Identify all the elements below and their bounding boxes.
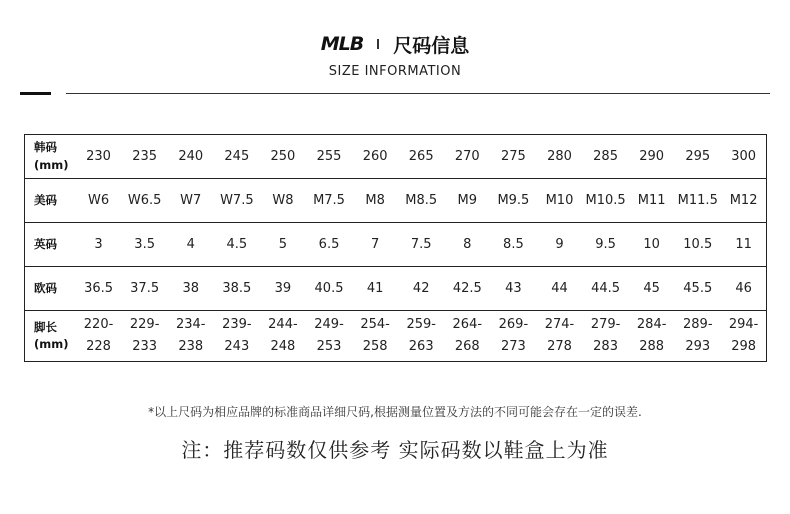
size-cell-line: 288 xyxy=(639,339,665,354)
recommendation-note: 注：推荐码数仅供参考 实际码数以鞋盒上为准 xyxy=(181,438,609,462)
size-cell: 44.5 xyxy=(583,267,629,311)
size-cell xyxy=(629,311,675,362)
size-cell-line: 234- xyxy=(175,316,206,332)
size-cell-line: 238 xyxy=(178,339,204,354)
size-cell: 275 xyxy=(490,135,536,179)
size-cell: 245 xyxy=(214,135,260,179)
size-cell: 3.5 xyxy=(122,223,168,267)
size-cell-line: 294- xyxy=(728,316,759,332)
korean-size-row xyxy=(25,135,767,179)
title-row xyxy=(0,30,790,58)
size-cell: 44 xyxy=(536,267,582,311)
size-cell: 295 xyxy=(675,135,721,179)
size-cell xyxy=(398,311,444,362)
size-cell: 4.5 xyxy=(214,223,260,267)
size-cell: M11.5 xyxy=(675,179,721,223)
size-cell xyxy=(168,311,214,362)
size-cell-line: 239- xyxy=(222,316,252,332)
size-cell: M9 xyxy=(444,179,490,223)
size-cell: 38.5 xyxy=(214,267,260,311)
size-cell xyxy=(721,311,767,362)
size-cell: 3 xyxy=(76,223,122,267)
header xyxy=(0,30,790,79)
brand-logo: MLB xyxy=(320,33,364,55)
size-cell: 41 xyxy=(352,267,398,311)
size-cell: W8 xyxy=(260,179,306,223)
size-cell xyxy=(675,311,721,362)
size-cell-line: 269- xyxy=(498,316,529,332)
size-cell-line: 284- xyxy=(636,316,667,332)
row-label xyxy=(25,267,76,311)
size-cell: 260 xyxy=(352,135,398,179)
row-label xyxy=(25,311,76,362)
size-cell-line: 258 xyxy=(362,339,388,354)
size-table xyxy=(24,134,767,362)
size-cell: 38 xyxy=(168,267,214,311)
size-cell: M11 xyxy=(629,179,675,223)
size-cell: W7 xyxy=(168,179,214,223)
foot-length-row xyxy=(25,311,767,362)
size-cell: M10 xyxy=(536,179,582,223)
size-cell-line: 228 xyxy=(86,339,111,354)
size-cell: 265 xyxy=(398,135,444,179)
size-cell: 230 xyxy=(76,135,122,179)
size-cell: M7.5 xyxy=(306,179,352,223)
size-cell: 45 xyxy=(629,267,675,311)
size-cell: 45.5 xyxy=(675,267,721,311)
title-separator xyxy=(377,39,379,49)
size-cell-line: 273 xyxy=(500,339,526,354)
size-cell: M8 xyxy=(352,179,398,223)
size-cell-line: 259- xyxy=(406,316,436,332)
size-cell xyxy=(444,311,490,362)
size-cell: 42.5 xyxy=(444,267,490,311)
page-subtitle: SIZE INFORMATION xyxy=(328,64,462,79)
size-cell: W6.5 xyxy=(122,179,168,223)
size-cell: 9.5 xyxy=(583,223,629,267)
row-label xyxy=(25,179,76,223)
size-cell-line: 249- xyxy=(314,316,344,332)
row-label xyxy=(25,223,76,267)
row-label-line: 脚长 xyxy=(34,319,57,334)
size-cell: 36.5 xyxy=(76,267,122,311)
size-cell-line: 253 xyxy=(316,339,342,354)
size-cell: 8.5 xyxy=(490,223,536,267)
size-cell-line: 229- xyxy=(129,316,160,332)
size-cell-line: 248 xyxy=(270,339,296,354)
row-label-line: 英码 xyxy=(34,236,57,251)
size-cell-line: 268 xyxy=(454,339,480,354)
size-cell xyxy=(214,311,260,362)
size-cell-line: 220- xyxy=(83,316,114,332)
size-cell: 7.5 xyxy=(398,223,444,267)
row-label-line: (mm) xyxy=(34,157,69,172)
uk-size-row xyxy=(25,223,767,267)
size-cell-line: 254- xyxy=(360,316,390,332)
row-label-line: 美码 xyxy=(34,192,57,207)
size-cell: 250 xyxy=(260,135,306,179)
size-cell-line: 264- xyxy=(452,316,483,332)
size-cell: 42 xyxy=(398,267,444,311)
size-cell-line: 293 xyxy=(685,339,711,354)
row-label-line: 欧码 xyxy=(34,280,57,295)
size-cell-line: 278 xyxy=(547,339,572,354)
size-cell: 285 xyxy=(583,135,629,179)
size-cell-line: 283 xyxy=(593,339,618,354)
size-cell: 40.5 xyxy=(306,267,352,311)
size-cell: 6.5 xyxy=(306,223,352,267)
size-cell: 9 xyxy=(536,223,582,267)
size-cell xyxy=(76,311,122,362)
size-cell: 10 xyxy=(629,223,675,267)
size-cell: 4 xyxy=(168,223,214,267)
size-cell: 300 xyxy=(721,135,767,179)
accent-rule xyxy=(20,92,51,95)
size-cell-line: 279- xyxy=(590,316,621,332)
size-cell-line: 298 xyxy=(731,339,757,354)
size-cell-line: 243 xyxy=(224,339,250,354)
size-cell xyxy=(122,311,168,362)
size-cell: 240 xyxy=(168,135,214,179)
size-disclaimer: *以上尺码为相应品牌的标准商品详细尺码,根据测量位置及方法的不同可能会存在一定的误差. xyxy=(148,405,642,419)
size-cell: 8 xyxy=(444,223,490,267)
page-title: 尺码信息 xyxy=(393,34,470,57)
size-cell: 235 xyxy=(122,135,168,179)
size-cell xyxy=(306,311,352,362)
size-cell: 46 xyxy=(721,267,767,311)
size-cell xyxy=(490,311,536,362)
us-size-row xyxy=(25,179,767,223)
size-cell: M12 xyxy=(721,179,767,223)
size-cell: 255 xyxy=(306,135,352,179)
size-cell: 7 xyxy=(352,223,398,267)
size-cell: M9.5 xyxy=(490,179,536,223)
size-cell xyxy=(583,311,629,362)
size-cell: 39 xyxy=(260,267,306,311)
size-cell xyxy=(536,311,582,362)
size-cell: 280 xyxy=(536,135,582,179)
size-cell: M10.5 xyxy=(583,179,629,223)
eu-size-row xyxy=(25,267,767,311)
size-cell-line: 233 xyxy=(132,339,158,354)
size-cell xyxy=(352,311,398,362)
divider-rule xyxy=(66,93,770,94)
size-cell-line: 274- xyxy=(544,316,575,332)
size-cell: 10.5 xyxy=(675,223,721,267)
row-label-line: (mm) xyxy=(34,337,69,351)
size-cell: 11 xyxy=(721,223,767,267)
size-cell-line: 263 xyxy=(408,339,434,354)
size-cell-line: 244- xyxy=(268,316,298,332)
size-cell: 43 xyxy=(490,267,536,311)
size-cell: 37.5 xyxy=(122,267,168,311)
row-label-line: 韩码 xyxy=(34,140,57,155)
size-cell: 290 xyxy=(629,135,675,179)
size-cell: 270 xyxy=(444,135,490,179)
size-cell: W6 xyxy=(76,179,122,223)
size-cell-line: 289- xyxy=(683,316,713,332)
size-cell: M8.5 xyxy=(398,179,444,223)
size-cell: W7.5 xyxy=(214,179,260,223)
size-cell: 5 xyxy=(260,223,306,267)
size-cell xyxy=(260,311,306,362)
row-label xyxy=(25,135,76,179)
